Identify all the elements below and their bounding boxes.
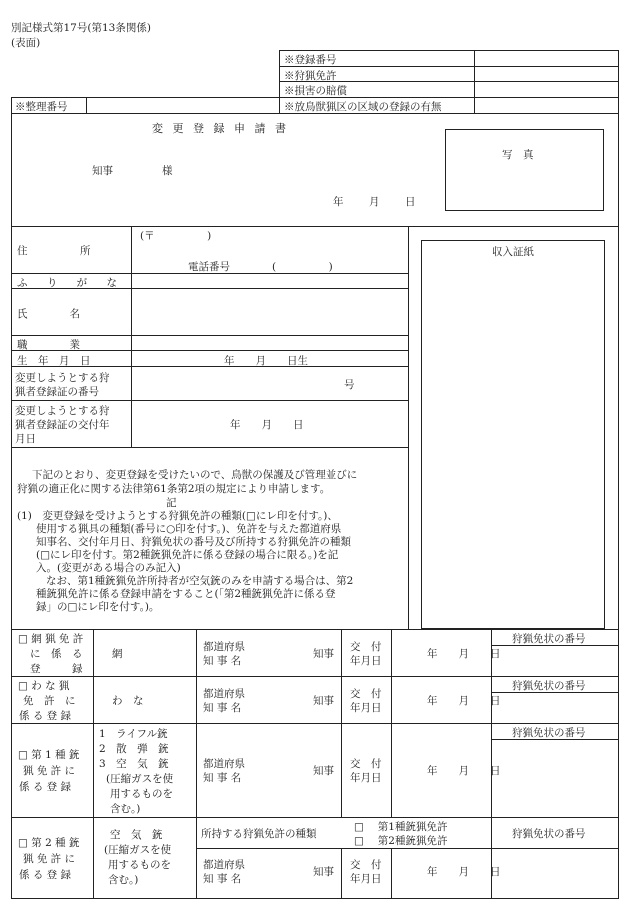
trap-license-number-label: 狩猟免状の番号	[512, 680, 586, 692]
gun1-license-label-3: 係 る 登 録	[19, 781, 72, 793]
date-year: 年	[333, 196, 344, 208]
net-issue-label-1: 交 付	[350, 641, 382, 653]
statement-item1-1: (1) 変更登録を受けようとする狩猟免許の種類(□にレ印を付す。)、	[17, 510, 338, 522]
statement-item1-2: 使用する猟具の種類(番号に○印を付す。)、免許を与えた都道府県	[36, 523, 342, 535]
main-frame-right	[618, 113, 619, 899]
trap-license-checkbox-label[interactable]: □ わ な 猟	[18, 680, 70, 692]
net-governor: 知事	[313, 648, 334, 660]
gun1-pref-label-1: 都道府県	[203, 758, 245, 770]
gun1-pref-label-2: 知 事 名	[203, 772, 242, 784]
net-license-label-2: に 係 る	[30, 648, 83, 660]
trap-issue-label-1: 交 付	[350, 688, 382, 700]
statement-intro-1: 下記のとおり、変更登録を受けたいので、鳥獣の保護及び管理並びに	[32, 469, 358, 481]
net-license-checkbox-label[interactable]: □ 網 猟 免 許	[18, 633, 84, 645]
gun1-issue-label-1: 交 付	[350, 758, 382, 770]
statement-item1-8: 録」の□にレ印を付す。)。	[36, 601, 160, 613]
cert-number-unit: 号	[344, 379, 355, 391]
gun1-tool-4: (圧縮ガスを使	[106, 773, 174, 785]
gun1-tool-3: 3 空 気 銃	[99, 758, 169, 770]
stamp-box	[421, 240, 605, 629]
postal-code: (〒 )	[140, 230, 212, 242]
release-area-label: ※放鳥獣猟区の区域の登録の有無	[284, 101, 442, 113]
photo-box	[445, 129, 604, 211]
title-area-divider	[11, 226, 619, 227]
gun1-tool-6: 含む。)	[110, 803, 141, 815]
gun2-governor: 知事	[313, 866, 334, 878]
phone-number: 電話番号 ( )	[188, 261, 333, 273]
cert-date-label-3: 月日	[15, 433, 36, 445]
cert-date-label-1: 変更しようとする狩	[15, 405, 110, 417]
page-title: 変 更 登 録 申 請 書	[152, 122, 289, 135]
hunting-license-label: ※狩猟免許	[284, 70, 337, 82]
trap-license-label-3: 係 る 登 録	[19, 710, 72, 722]
gun1-license-checkbox-label[interactable]: □ 第 1 種 銃	[18, 749, 80, 761]
statement-item1-6: なお、第1種銃猟免許所持者が空気銃のみを申請する場合は、第2	[46, 575, 354, 587]
gun2-license-label-3: 係 る 登 録	[19, 869, 72, 881]
main-frame-bottom	[11, 898, 619, 899]
gun2-tool-1: 空 気 銃	[110, 829, 163, 841]
cert-number-label-2: 猟者登録証の番号	[15, 386, 99, 398]
form-side: (表面)	[11, 37, 41, 49]
name-label: 氏 名	[17, 308, 80, 320]
gun2-license-number-label: 狩猟免状の番号	[512, 828, 586, 840]
applicant-label-divider	[131, 226, 132, 447]
gun2-tool-3: 用するものを	[108, 859, 171, 871]
net-license-number-label: 狩猟免状の番号	[512, 633, 586, 645]
statement-item1-3: 知事名、交付年月日、狩猟免状の番号及び所持する狩猟免許の種類	[36, 536, 351, 548]
gun2-pref-label-2: 知 事 名	[203, 873, 242, 885]
statement-ki: 記	[166, 497, 177, 509]
gun1-license-label-2: 猟 免 許 に	[23, 765, 76, 777]
held-type-1-checkbox[interactable]: □ 第1種銃猟免許	[354, 821, 448, 833]
net-pref-label-2: 知 事 名	[203, 655, 242, 667]
gun1-governor: 知事	[313, 765, 334, 777]
statement-item1-4: (□にレ印を付す。第2種銃猟免許に係る登録の場合に限る。)を記	[36, 549, 339, 561]
governor-honorific: 様	[162, 165, 173, 177]
gun2-issue-date: 年 月 日	[427, 866, 501, 878]
trap-tool: わ な	[112, 695, 144, 707]
damage-compensation-label: ※損害の賠償	[284, 85, 347, 97]
gun2-tool-4: 含む。)	[108, 874, 139, 886]
statement-item1-7: 種銃猟免許に係る登録申請をすること(「第2種銃猟免許に係る登	[36, 588, 336, 600]
furigana-label: ふ り が な	[17, 277, 126, 289]
net-issue-date: 年 月 日	[427, 648, 501, 660]
photo-label: 写 真	[502, 149, 534, 161]
trap-license-label-2: 免 許 に	[23, 695, 76, 707]
gun1-issue-date: 年 月 日	[427, 765, 501, 777]
gun2-tool-2: (圧縮ガスを使	[104, 844, 172, 856]
statement-intro-2: 狩猟の適正化に関する法律第61条第2項の規定により申請します。	[17, 483, 331, 495]
trap-pref-label-1: 都道府県	[203, 688, 245, 700]
form-number: 別記様式第17号(第13条関係)	[11, 22, 151, 34]
reference-number-label: ※整理番号	[15, 101, 68, 113]
registration-number-label: ※登録番号	[284, 54, 337, 66]
gun2-pref-label-1: 都道府県	[203, 859, 245, 871]
governor-label: 知事	[92, 165, 113, 177]
address-label: 住 所	[17, 245, 91, 257]
cert-date-label-2: 猟者登録証の交付年	[15, 419, 110, 431]
gun2-issue-label-1: 交 付	[350, 859, 382, 871]
net-license-label-3: 登 録	[30, 663, 83, 675]
held-license-type-label: 所持する狩猟免許の種類	[201, 828, 317, 840]
net-tool: 網	[112, 648, 123, 660]
date-day: 日	[405, 196, 416, 208]
occupation-label: 職 業	[17, 339, 80, 351]
birth-date-value: 年 月 日生	[224, 355, 308, 367]
trap-issue-label-2: 年月日	[350, 702, 382, 714]
stamp-label: 収入証紙	[492, 246, 534, 258]
gun2-license-label-2: 猟 免 許 に	[23, 853, 76, 865]
gun1-license-number-label: 狩猟免状の番号	[512, 727, 586, 739]
statement-item1-5: 入。(変更がある場合のみ記入)	[36, 562, 181, 574]
gun1-issue-label-2: 年月日	[350, 772, 382, 784]
stamp-column-divider	[408, 226, 409, 629]
trap-pref-label-2: 知 事 名	[203, 702, 242, 714]
gun2-license-checkbox-label[interactable]: □ 第 2 種 銃	[18, 837, 80, 849]
trap-issue-date: 年 月 日	[427, 695, 501, 707]
gun1-tool-5: 用するものを	[110, 788, 173, 800]
gun1-tool-2: 2 散 弾 銃	[99, 743, 169, 755]
birth-date-label: 生 年 月 日	[17, 355, 91, 367]
main-frame-top	[11, 113, 619, 114]
gun2-issue-label-2: 年月日	[350, 873, 382, 885]
net-issue-label-2: 年月日	[350, 655, 382, 667]
held-type-2-checkbox[interactable]: □ 第2種銃猟免許	[354, 835, 448, 847]
cert-date-value: 年 月 日	[230, 419, 304, 431]
trap-governor: 知事	[313, 695, 334, 707]
date-month: 月	[369, 196, 380, 208]
main-frame-left	[11, 113, 12, 899]
cert-number-label-1: 変更しようとする狩	[15, 372, 110, 384]
net-pref-label-1: 都道府県	[203, 641, 245, 653]
gun1-tool-1: 1 ライフル銃	[99, 728, 168, 740]
